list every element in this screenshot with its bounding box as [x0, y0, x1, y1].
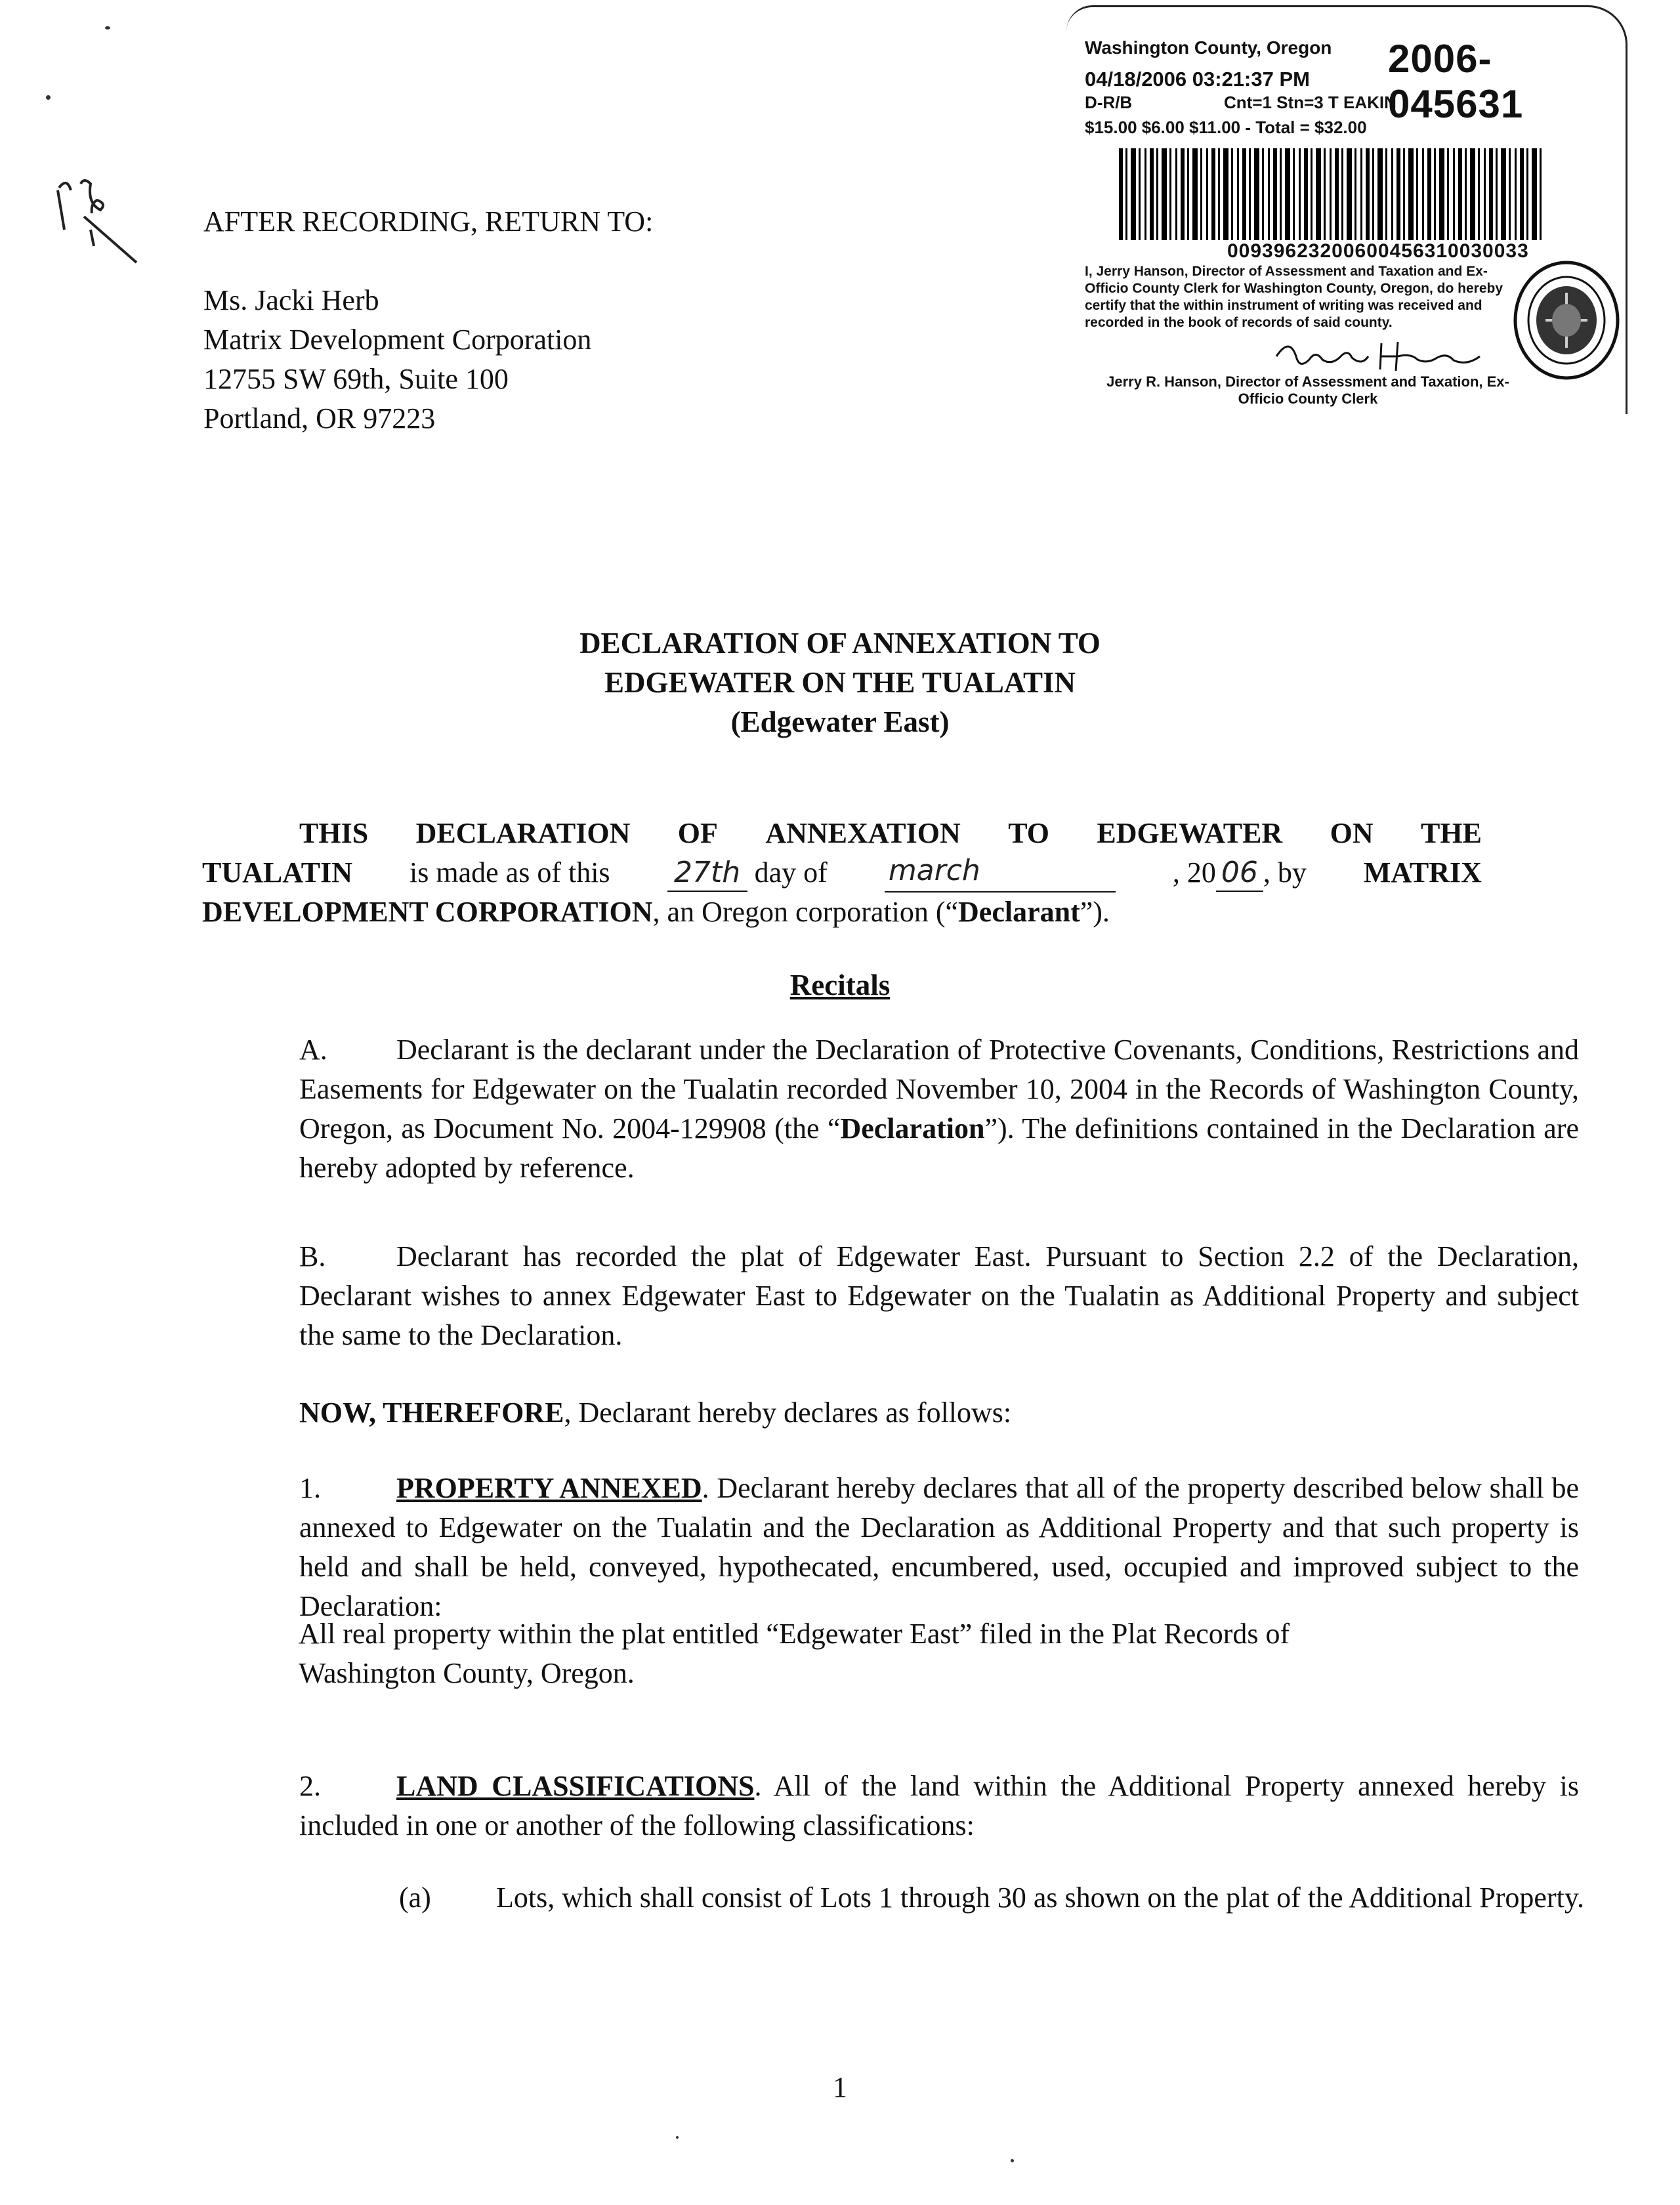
clerk-signature [1270, 330, 1486, 376]
now-therefore-bold: NOW, THEREFORE [299, 1396, 564, 1429]
recital-b [202, 1237, 1579, 1355]
recital-label: B. [299, 1240, 326, 1272]
address-line: Matrix Development Corporation [203, 324, 592, 356]
intro-text: , 20 [1172, 856, 1216, 889]
title-line: DECLARATION OF ANNEXATION TO [579, 627, 1101, 660]
section-number: 2. [299, 1770, 321, 1802]
intro-word: MATRIX [1363, 856, 1482, 889]
title-line: EDGEWATER ON THE TUALATIN [604, 666, 1076, 699]
handwritten-year: 06 [1216, 855, 1263, 892]
barcode-number: 00939623200600456310030033 [1227, 240, 1529, 262]
subsection-text: Lots, which shall consist of Lots 1 through 30 as shown on the plat of the Additional Property. [496, 1881, 1584, 1914]
intro-line-1 [202, 814, 1482, 853]
page-number: 1 [833, 2071, 847, 2103]
stamp-doc-type: D-R/B [1085, 93, 1133, 112]
handwritten-day: 27th [667, 855, 747, 892]
stamp-datetime: 04/18/2006 03:21:37 PM [1085, 68, 1310, 91]
recital-text: Declarant is the declarant under the Declaration of Protective Covenants, Conditions, Restrictions and Easements for Edgewater on the Tualatin recorded November 10, 2004 in the Records of Washington County, Oregon, as Document No. 2004-129908 (the “ [299, 1034, 1579, 1144]
property-description: All real property within the plat entitled “Edgewater East” filed in the Plat Records of Washington County, Oregon. [299, 1618, 1290, 1689]
section-2a [202, 1878, 1679, 1918]
intro-word: DECLARATION [415, 817, 631, 849]
recital-label: A. [299, 1034, 327, 1066]
intro-paragraph [202, 814, 1482, 932]
intro-text: is made as of this [410, 856, 610, 889]
intro-word: Declarant [958, 896, 1080, 928]
address-line: 12755 SW 69th, Suite 100 [203, 363, 509, 395]
intro-word: ANNEXATION [765, 817, 961, 849]
recitals-heading [0, 968, 1680, 1002]
intro-text: day of [754, 856, 828, 889]
section-text: . All of the land within the Additional Property annexed hereby is included in one or another of the following classifications: [299, 1770, 1579, 1841]
recording-stamp [1066, 5, 1628, 414]
handwritten-month: march [885, 853, 1116, 892]
intro-line-2 [202, 853, 1482, 892]
recital-a [202, 1030, 1579, 1188]
intro-text: , an Oregon corporation (“ [652, 896, 959, 928]
section-heading: LAND CLASSIFICATIONS [396, 1770, 755, 1802]
section-text: . Declarant hereby declares that all of the property described below shall be annexed to Edgewater on the Tualatin and the Declaration as Additional Property and that such property is held and shall be held, conveyed, hypothecated, encumbered, used, occupied and improved subject to the Declaration: [299, 1472, 1580, 1622]
stamp-county: Washington County, Oregon [1085, 37, 1332, 58]
intro-line-3 [202, 892, 1482, 932]
intro-text: , by [1263, 856, 1307, 889]
recital-bold: Declaration [840, 1112, 985, 1144]
address-line: Ms. Jacki Herb [203, 284, 379, 316]
recitals-heading-text: Recitals [789, 969, 891, 1001]
barcode [1119, 148, 1545, 240]
title-line: (Edgewater East) [730, 705, 950, 738]
scan-speck [105, 26, 110, 30]
scan-speck [676, 2136, 679, 2139]
stamp-certification: I, Jerry Hanson, Director of Assessment and Taxation and Ex-Officio County Clerk for Washington County, Oregon, do hereby certify that the within instrument of writing was received and recorded in the book of records of said county. [1085, 264, 1503, 330]
document-title [0, 623, 1680, 742]
intro-text: ”). [1080, 896, 1110, 928]
now-therefore [202, 1393, 1579, 1433]
intro-word: DEVELOPMENT CORPORATION [202, 896, 653, 928]
intro-word: OF [677, 817, 718, 849]
scan-speck [46, 95, 51, 100]
return-to-heading: AFTER RECORDING, RETURN TO: [203, 205, 654, 238]
county-seal-icon [1513, 260, 1621, 381]
section-2 [202, 1767, 1579, 1845]
subsection-label: (a) [399, 1881, 431, 1914]
return-to-address [203, 281, 591, 438]
intro-word: EDGEWATER [1097, 817, 1283, 849]
stamp-counts: Cnt=1 Stn=3 T EAKIN [1224, 93, 1396, 112]
section-1 [202, 1469, 1579, 1626]
address-line: Portland, OR 97223 [203, 402, 436, 434]
section-heading: PROPERTY ANNEXED [396, 1472, 702, 1504]
handwritten-margin-mark [45, 164, 143, 269]
stamp-document-number: 2006-045631 [1388, 37, 1524, 126]
intro-word: TUALATIN [202, 856, 353, 889]
stamp-signer: Jerry R. Hanson, Director of Assessment and Taxation, Ex-Officio County Clerk [1106, 373, 1509, 407]
recital-text: Declarant has recorded the plat of Edgewater East. Pursuant to Section 2.2 of the Declaration, Declarant wishes to annex Edgewater East to Edgewater on the Tualatin as Additional Property and subject the same to the Declaration. [299, 1240, 1579, 1351]
stamp-fees: $15.00 $6.00 $11.00 - Total = $32.00 [1085, 117, 1367, 137]
intro-word: TO [1008, 817, 1049, 849]
now-therefore-text: , Declarant hereby declares as follows: [564, 1396, 1012, 1429]
recital-text: ”). The definitions contained in the Declaration are hereby adopted by reference. [299, 1112, 1579, 1184]
intro-word: THIS [299, 817, 369, 849]
scan-speck [1011, 2159, 1014, 2162]
intro-word: THE [1421, 817, 1482, 849]
intro-word: ON [1330, 817, 1374, 849]
section-number: 1. [299, 1472, 321, 1504]
